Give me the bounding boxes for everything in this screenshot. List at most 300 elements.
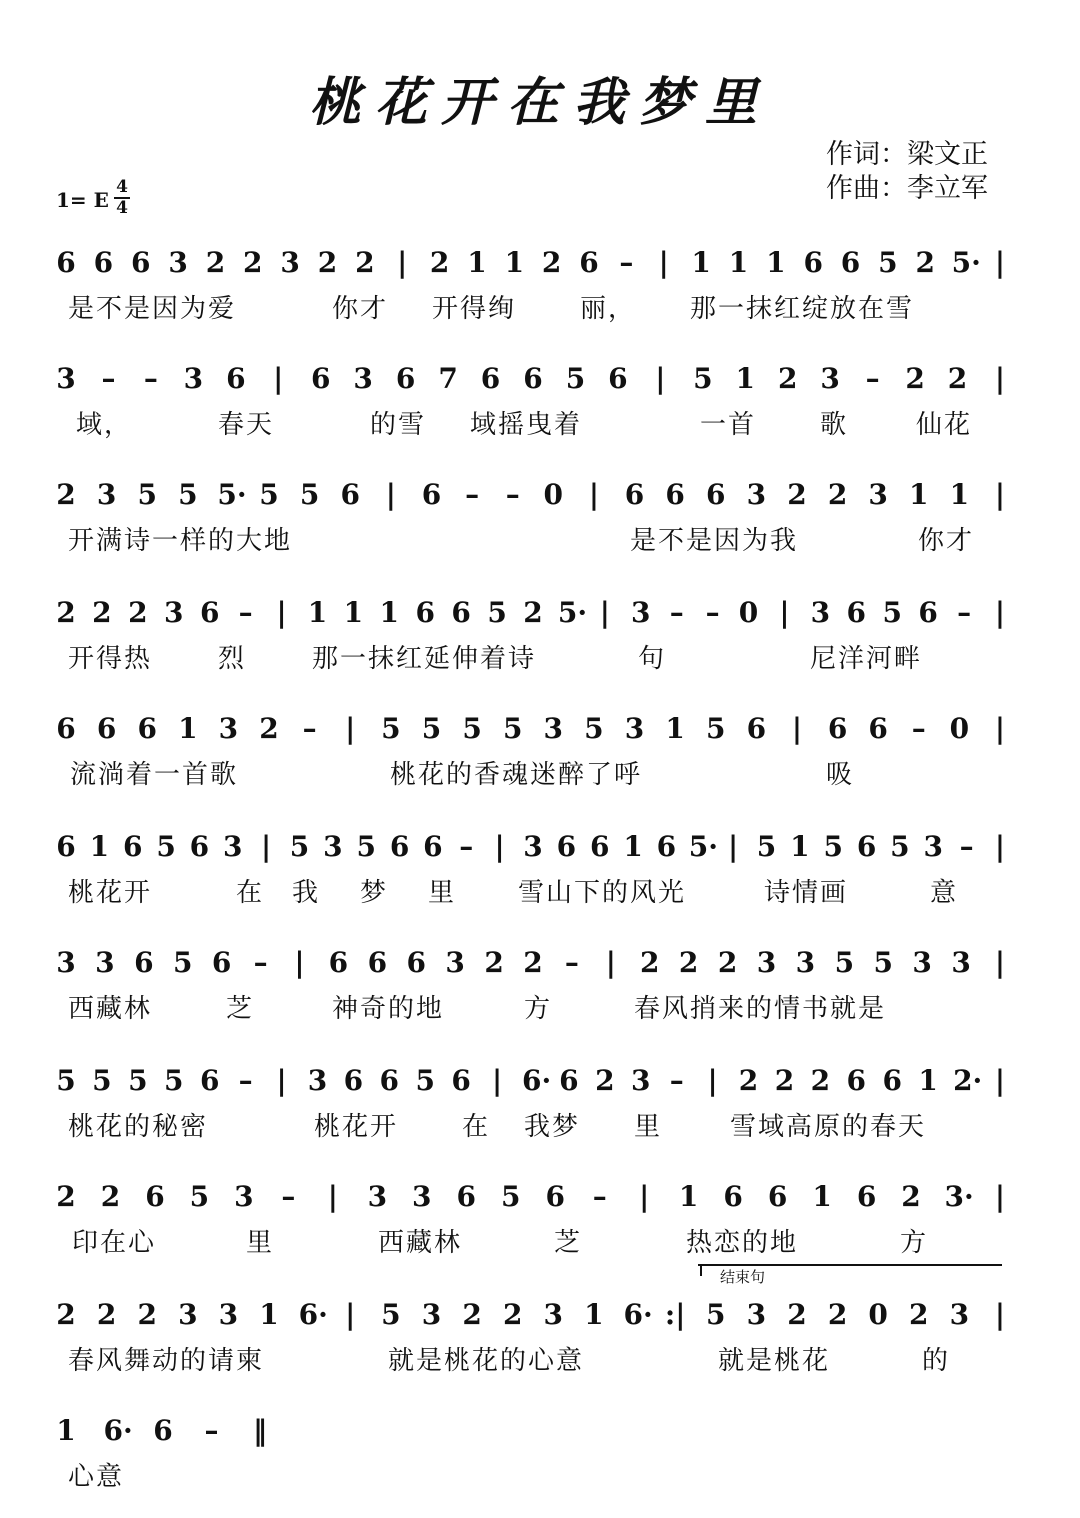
lyric-fragment: 在 <box>462 1112 491 1142</box>
note: 6 <box>608 362 628 395</box>
note: – <box>253 946 268 979</box>
note: – <box>459 830 474 863</box>
note: 6· <box>298 1298 328 1331</box>
barline: | <box>261 830 272 863</box>
note: 6 <box>189 830 210 863</box>
note: 5 <box>164 1064 184 1097</box>
note: 0 <box>738 596 759 629</box>
barline: | <box>491 1064 503 1097</box>
note: 5 <box>882 596 902 629</box>
note: – <box>143 362 158 395</box>
notation-line <box>0 356 1080 402</box>
notation-line <box>0 824 1080 870</box>
note: 6 <box>93 246 114 279</box>
note: 5 <box>421 712 442 745</box>
note: 6 <box>389 830 410 863</box>
note: 5 <box>189 1180 210 1213</box>
note: 1 <box>691 246 711 279</box>
note: 1 <box>790 830 810 863</box>
note: 6 <box>137 712 157 745</box>
note: – <box>465 478 480 511</box>
notation-line <box>0 472 1080 518</box>
note: 2 <box>100 1180 121 1213</box>
barline: | <box>385 478 396 511</box>
note: – <box>669 1064 684 1097</box>
music-system <box>0 1058 1080 1168</box>
note: 6 <box>846 1064 867 1097</box>
note: 3 <box>631 596 651 629</box>
music-system <box>0 1292 1080 1402</box>
note: 1 <box>812 1180 832 1213</box>
note: 1 <box>909 478 929 511</box>
note: 3 <box>307 1064 328 1097</box>
note: 3 <box>56 362 76 395</box>
notation-line <box>0 706 1080 752</box>
note: 5 <box>693 362 713 395</box>
barline: | <box>994 1064 1006 1097</box>
note: 2 <box>429 246 450 279</box>
note: 2 <box>484 946 504 979</box>
note: 6 <box>199 596 220 629</box>
lyric-fragment: 你才 <box>332 294 389 324</box>
note: 3 <box>795 946 816 979</box>
lyric-fragment: 流淌着一首歌 <box>70 760 239 790</box>
notation-line <box>0 1292 1080 1338</box>
lyric-fragment: 雪山下的风光 <box>518 878 687 908</box>
note: 6 <box>367 946 388 979</box>
note: 2 <box>259 712 279 745</box>
note: 2 <box>787 478 807 511</box>
note: 3 <box>949 1298 970 1331</box>
music-system <box>0 590 1080 700</box>
note: 2 <box>462 1298 482 1331</box>
lyric-fragment: 诗情画 <box>764 878 849 908</box>
credits <box>826 138 1066 206</box>
lyric-fragment: 桃花开 <box>314 1112 399 1142</box>
note: 6 <box>624 478 645 511</box>
note: 3 <box>810 596 831 629</box>
note: 6 <box>589 830 610 863</box>
note: 2 <box>909 1298 929 1331</box>
note: 3 <box>96 478 117 511</box>
note: 6 <box>456 1180 477 1213</box>
note: 6 <box>395 362 416 395</box>
note: 6 <box>343 1064 364 1097</box>
note: 6 <box>310 362 331 395</box>
note: 0 <box>543 478 564 511</box>
note: 6 <box>211 946 232 979</box>
note: 6 <box>134 946 154 979</box>
lyric-fragment: 桃花的秘密 <box>68 1112 209 1142</box>
time-top: 4 <box>116 177 128 197</box>
note: 6· <box>103 1414 133 1447</box>
note: 6 <box>226 362 246 395</box>
note: 5· <box>557 596 588 629</box>
composer: 作曲：李立军 <box>826 173 988 204</box>
note: 3 <box>523 830 543 863</box>
note: 3 <box>412 1180 432 1213</box>
lyric-fragment: 是不是因为我 <box>630 526 799 556</box>
note: 5 <box>56 1064 76 1097</box>
note: – <box>101 362 116 395</box>
note: 1 <box>678 1180 699 1213</box>
note: 6 <box>827 712 848 745</box>
note: 6 <box>523 362 543 395</box>
note: 6 <box>579 246 599 279</box>
note: – <box>705 596 720 629</box>
note: 1 <box>379 596 400 629</box>
note: 5 <box>501 1180 521 1213</box>
note: 2 <box>128 596 148 629</box>
lyric-fragment: 一首 <box>700 410 757 440</box>
note: 2 <box>502 1298 523 1331</box>
note: 5 <box>705 712 726 745</box>
barline: | <box>728 830 739 863</box>
note: 6 <box>803 246 823 279</box>
barline: | <box>658 246 669 279</box>
music-system <box>0 706 1080 816</box>
note: 3 <box>923 830 944 863</box>
lyric-fragment: 那一抹红绽放在雪 <box>690 294 915 324</box>
barline: | <box>707 1064 718 1097</box>
note: 5 <box>356 830 376 863</box>
note: – <box>911 712 926 745</box>
notation-line <box>0 1174 1080 1220</box>
note: 2 <box>205 246 226 279</box>
note: 3 <box>234 1180 254 1213</box>
lyric-fragment: 我 <box>292 878 321 908</box>
note: 3 <box>223 830 243 863</box>
note: 2 <box>905 362 925 395</box>
note: 3 <box>543 1298 564 1331</box>
note: 6 <box>451 596 471 629</box>
barline: | <box>273 362 284 395</box>
note: 6 <box>199 1064 220 1097</box>
lyric-fragment: 就是桃花 <box>718 1346 831 1376</box>
note: 3 <box>746 1298 767 1331</box>
note: 2 <box>56 596 76 629</box>
note: 3 <box>543 712 564 745</box>
note: 3 <box>367 1180 388 1213</box>
note: 3 <box>95 946 115 979</box>
note: 2 <box>640 946 660 979</box>
lyric-fragment: 歌 <box>820 410 849 440</box>
note: 3 <box>183 362 204 395</box>
note: 2 <box>355 246 375 279</box>
note: 5 <box>289 830 310 863</box>
note: 6 <box>856 1180 877 1213</box>
lyric-fragment: 域， <box>76 410 133 440</box>
barline: | <box>588 478 599 511</box>
note: 5 <box>584 712 604 745</box>
lyric-fragment: 句 <box>638 644 667 674</box>
barline: | <box>779 596 790 629</box>
lyric-fragment: 桃花开 <box>68 878 153 908</box>
note: 2 <box>678 946 699 979</box>
note: 3 <box>756 946 777 979</box>
lyric-fragment: 丽， <box>580 294 637 324</box>
note: 6 <box>868 712 888 745</box>
note: – <box>619 246 634 279</box>
lyric-fragment: 神奇的地 <box>332 994 445 1024</box>
note: 5 <box>173 946 193 979</box>
note: 1 <box>343 596 364 629</box>
note: 2 <box>56 1298 76 1331</box>
note: 2 <box>56 478 76 511</box>
lyric-fragment: 春风捎来的情书就是 <box>634 994 887 1024</box>
note: 6 <box>423 830 443 863</box>
note: 6 <box>559 1064 579 1097</box>
note: 6 <box>415 596 435 629</box>
lyric-fragment: 吸 <box>826 760 855 790</box>
barline: | <box>345 712 356 745</box>
note: – <box>592 1180 607 1213</box>
lyric-fragment: 就是桃花的心意 <box>388 1346 585 1376</box>
note: 6 <box>145 1180 165 1213</box>
note: 5 <box>565 362 586 395</box>
note: 6 <box>328 946 349 979</box>
note: 2 <box>137 1298 157 1331</box>
lyric-fragment: 开得绚 <box>432 294 517 324</box>
lyricist: 作词：梁文正 <box>826 139 988 170</box>
note: – <box>281 1180 296 1213</box>
note: 1 <box>307 596 328 629</box>
lyric-fragment: 里 <box>634 1112 663 1142</box>
music-system <box>0 472 1080 582</box>
note: 2 <box>947 362 968 395</box>
music-system <box>0 824 1080 934</box>
lyric-fragment: 春风舞动的请柬 <box>68 1346 265 1376</box>
note: 6 <box>480 362 501 395</box>
barline: | <box>605 946 616 979</box>
music-system <box>0 940 1080 1050</box>
note: 2 <box>787 1298 807 1331</box>
note: 2 <box>317 246 338 279</box>
time-signature <box>114 179 130 217</box>
notation-line <box>0 240 1080 286</box>
note: 6 <box>56 712 76 745</box>
note: 6 <box>96 712 117 745</box>
barline: | <box>994 1180 1006 1213</box>
lyric-fragment: 是不是因为爱 <box>68 294 237 324</box>
lyric-fragment: 开得热 <box>68 644 153 674</box>
note: 6 <box>421 478 442 511</box>
lyric-fragment: 你才 <box>918 526 975 556</box>
note: 2 <box>717 946 738 979</box>
note: – <box>238 596 253 629</box>
note: 5 <box>462 712 482 745</box>
note: 2 <box>777 362 798 395</box>
note: 3 <box>164 596 184 629</box>
note: 3 <box>912 946 932 979</box>
notation-line <box>0 1058 1080 1104</box>
note: 1 <box>728 246 749 279</box>
note: 1 <box>949 478 970 511</box>
note: 6· <box>623 1298 653 1331</box>
note: 2 <box>915 246 935 279</box>
note: – <box>505 478 520 511</box>
note: 5 <box>487 596 507 629</box>
lyric-fragment: 芝 <box>226 994 255 1024</box>
note: 5 <box>92 1064 112 1097</box>
note: 6 <box>556 830 577 863</box>
lyric-fragment: 西藏林 <box>378 1228 463 1258</box>
note: 1 <box>259 1298 279 1331</box>
lyric-fragment: 的雪 <box>370 410 427 440</box>
note: 3 <box>445 946 465 979</box>
note: 2 <box>96 1298 117 1331</box>
barline: ‖ <box>253 1414 267 1447</box>
note: 1 <box>735 362 755 395</box>
note: 2 <box>810 1064 831 1097</box>
note: – <box>204 1414 219 1447</box>
barline: | <box>994 946 1006 979</box>
note: 0 <box>949 712 970 745</box>
note: 1 <box>467 246 487 279</box>
lyric-fragment: 芝 <box>554 1228 583 1258</box>
music-system <box>0 1408 1080 1518</box>
note: 6 <box>130 246 151 279</box>
note: 3 <box>868 478 888 511</box>
note: 6 <box>705 478 726 511</box>
note: 3 <box>168 246 188 279</box>
note: 2 <box>523 946 543 979</box>
note: 2 <box>523 596 543 629</box>
note: 1 <box>584 1298 604 1331</box>
note: 6 <box>856 830 877 863</box>
lyric-fragment: 西藏林 <box>68 994 153 1024</box>
note: 2 <box>595 1064 615 1097</box>
lyric-fragment: 的 <box>922 1346 951 1376</box>
note: 6 <box>665 478 685 511</box>
note: 3 <box>353 362 373 395</box>
note: – <box>302 712 317 745</box>
note: 7 <box>438 362 458 395</box>
music-system <box>0 240 1080 350</box>
note: – <box>865 362 880 395</box>
barline: | <box>639 1180 650 1213</box>
key-label: 1= E <box>56 188 109 212</box>
lyric-fragment: 梦 <box>360 878 389 908</box>
barline: | <box>276 1064 287 1097</box>
note: 5 <box>878 246 898 279</box>
note: 6 <box>656 830 677 863</box>
note: 2 <box>243 246 263 279</box>
note: 2 <box>901 1180 921 1213</box>
barline: | <box>791 712 803 745</box>
note: 1 <box>766 246 786 279</box>
note: 6 <box>340 478 360 511</box>
note: 5· <box>688 830 719 863</box>
note: 6 <box>56 830 76 863</box>
note: 6 <box>746 712 767 745</box>
time-bottom: 4 <box>116 198 128 218</box>
note: 6 <box>451 1064 471 1097</box>
note: – <box>959 830 974 863</box>
note: 6 <box>153 1414 173 1447</box>
lyric-fragment: 方 <box>900 1228 929 1258</box>
note: 3 <box>421 1298 442 1331</box>
note: – <box>957 596 972 629</box>
lyric-fragment: 仙花 <box>916 410 973 440</box>
lyric-fragment: 方 <box>524 994 553 1024</box>
note: 6 <box>723 1180 743 1213</box>
note: 6 <box>840 246 861 279</box>
note: 2 <box>738 1064 759 1097</box>
note: 5· <box>217 478 247 511</box>
lyric-fragment: 那一抹红延伸着诗 <box>312 644 537 674</box>
note: 5 <box>259 478 279 511</box>
barline: | <box>994 596 1006 629</box>
lyric-fragment: 意 <box>930 878 959 908</box>
barline: | <box>655 362 666 395</box>
barline: | <box>994 246 1006 279</box>
note: 3 <box>820 362 840 395</box>
note: 6 <box>406 946 426 979</box>
note: 6· <box>522 1064 552 1097</box>
note: 3 <box>280 246 300 279</box>
note: 3 <box>631 1064 651 1097</box>
note: 5 <box>415 1064 435 1097</box>
note: 2 <box>56 1180 76 1213</box>
note: 1 <box>918 1064 938 1097</box>
notation-line <box>0 590 1080 636</box>
barline: | <box>294 946 305 979</box>
note: 2· <box>953 1064 983 1097</box>
note: 5 <box>756 830 777 863</box>
note: 5 <box>128 1064 148 1097</box>
lyric-fragment: 雪域高原的春天 <box>730 1112 927 1142</box>
note: 5 <box>381 1298 401 1331</box>
note: 5 <box>502 712 523 745</box>
barline: | <box>397 246 408 279</box>
lyric-fragment: 里 <box>428 878 457 908</box>
lyric-fragment: 热恋的地 <box>686 1228 799 1258</box>
note: 1 <box>504 246 525 279</box>
note: 5 <box>890 830 910 863</box>
note: 3 <box>951 946 971 979</box>
barline: | <box>994 830 1006 863</box>
notation-line <box>0 940 1080 986</box>
note: 1 <box>178 712 198 745</box>
barline: :| <box>664 1298 686 1331</box>
note: 1 <box>623 830 643 863</box>
lyric-fragment: 尼洋河畔 <box>810 644 923 674</box>
ending-label: 结束句 <box>720 1268 766 1286</box>
barline: | <box>494 830 505 863</box>
barline: | <box>345 1298 356 1331</box>
note: 5· <box>951 246 981 279</box>
note: 3 <box>178 1298 198 1331</box>
note: 1 <box>56 1414 76 1447</box>
note: 2 <box>92 596 112 629</box>
note: 2 <box>827 1298 848 1331</box>
notation-line <box>0 1408 1080 1454</box>
note: – <box>238 1064 253 1097</box>
barline: | <box>276 596 287 629</box>
note: 6 <box>767 1180 788 1213</box>
barline: | <box>327 1180 338 1213</box>
lyric-fragment: 桃花的香魂迷醉了呼 <box>390 760 643 790</box>
note: 6 <box>846 596 867 629</box>
note: 6 <box>122 830 143 863</box>
note: 5 <box>873 946 893 979</box>
note: 6 <box>379 1064 400 1097</box>
note: 5 <box>156 830 176 863</box>
note: 1 <box>665 712 685 745</box>
note: 3· <box>944 1180 974 1213</box>
note: 0 <box>868 1298 888 1331</box>
